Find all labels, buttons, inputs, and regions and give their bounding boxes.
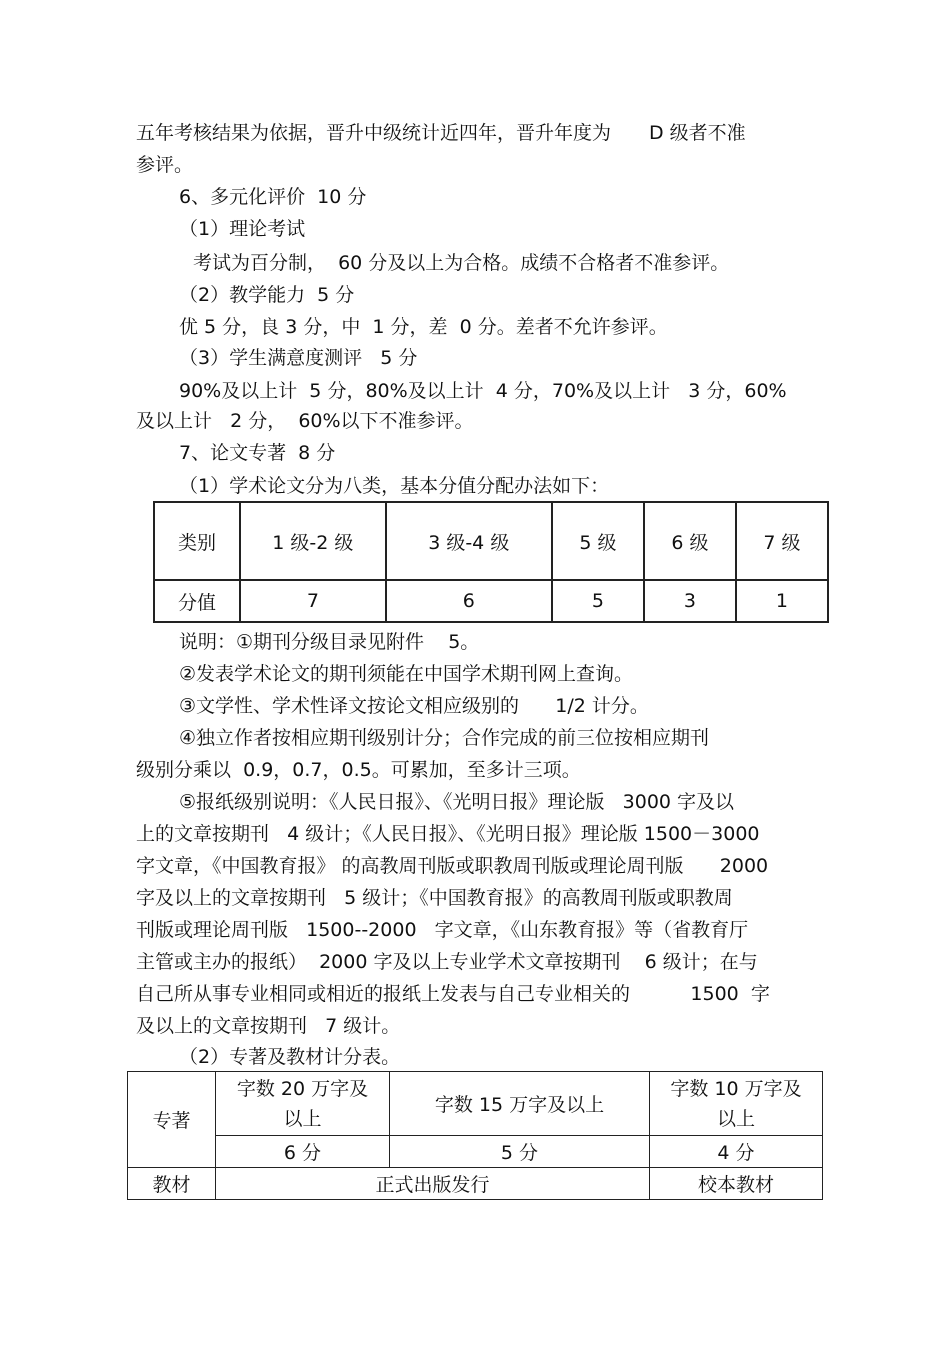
text-line: 参评。 <box>136 154 194 176</box>
table-cell: 7 <box>240 580 386 622</box>
cell-text: 字数 10 万字及 <box>670 1077 802 1100</box>
cell-text: 以上 <box>716 1107 755 1130</box>
table-header-cell: 1 级-2 级 <box>240 502 386 580</box>
table-header-cell: 7 级 <box>736 502 828 580</box>
note-line: ③文学性、学术性译文按论文相应级别的 1/2 计分。 <box>179 695 649 717</box>
note-line: 主管或主办的报纸） 2000 字及以上专业学术文章按期刊 6 级计；在与 <box>136 951 758 973</box>
note-line: ②发表学术论文的期刊须能在中国学术期刊网上查询。 <box>179 663 634 685</box>
note-line: 上的文章按期刊 4 级计；《人民日报》、《光明日报》理论版 1500－3000 <box>136 823 760 845</box>
table-cell: 5 <box>552 580 644 622</box>
note-line: 及以上的文章按期刊 7 级计。 <box>136 1015 401 1037</box>
table-header-cell: 5 级 <box>552 502 644 580</box>
table-cell: 6 <box>386 580 552 622</box>
subsection-heading: （1）理论考试 <box>179 218 306 240</box>
cell-text: 以上 <box>283 1107 322 1130</box>
text-line: 优 5 分，良 3 分，中 1 分，差 0 分。差者不允许参评。 <box>179 316 668 338</box>
note-line: 自己所从事专业相同或相近的报纸上发表与自己专业相关的 1500 字 <box>136 983 770 1005</box>
table-cell: 校本教材 <box>650 1168 823 1200</box>
table-row-label: 专著 <box>128 1072 216 1168</box>
table-header-cell: 3 级-4 级 <box>386 502 552 580</box>
subsection-heading: （1）学术论文分为八类，基本分值分配办法如下： <box>179 475 610 497</box>
text-line: 考试为百分制， 60 分及以上为合格。成绩不合格者不准参评。 <box>193 252 730 274</box>
cell-text: 字数 20 万字及 <box>236 1077 369 1100</box>
note-line: 字及以上的文章按期刊 5 级计；《中国教育报》的高教周刊版或职教周 <box>136 887 733 909</box>
note-line: 级别分乘以 0.9，0.7，0.5。可累加，至多计三项。 <box>136 759 581 781</box>
note-line: ④独立作者按相应期刊级别计分；合作完成的前三位按相应期刊 <box>179 727 710 749</box>
table-header-cell <box>650 1072 823 1136</box>
table-header-cell <box>216 1072 390 1136</box>
text-line: 90%及以上计 5 分，80%及以上计 4 分，70%及以上计 3 分，60% <box>179 380 787 402</box>
paper-score-table <box>153 501 829 623</box>
table-header-cell: 字数 15 万字及以上 <box>390 1072 650 1136</box>
table-cell: 3 <box>644 580 736 622</box>
text-line: 及以上计 2 分， 60%以下不准参评。 <box>136 410 474 432</box>
table-cell: 分值 <box>154 580 240 622</box>
text-line: 五年考核结果为依据，晋升中级统计近四年，晋升年度为 D 级者不准 <box>136 122 746 144</box>
subsection-heading: （2）专著及教材计分表。 <box>179 1046 401 1068</box>
book-score-table <box>127 1071 823 1200</box>
table-header-cell: 类别 <box>154 502 240 580</box>
subsection-heading: （3）学生满意度测评 5 分 <box>179 347 418 369</box>
table-cell: 5 分 <box>390 1136 650 1168</box>
note-line: 刊版或理论周刊版 1500--2000 字文章，《山东教育报》等（省教育厅 <box>136 919 749 941</box>
subsection-heading: （2）教学能力 5 分 <box>179 284 355 306</box>
table-cell: 1 <box>736 580 828 622</box>
note-line: ⑤报纸级别说明：《人民日报》、《光明日报》理论版 3000 字及以 <box>179 791 735 813</box>
table-cell: 6 分 <box>216 1136 390 1168</box>
table-row-label: 教材 <box>128 1168 216 1200</box>
table-cell: 正式出版发行 <box>216 1168 650 1200</box>
note-line: 说明：①期刊分级目录见附件 5。 <box>179 631 480 653</box>
section-heading: 6、多元化评价 10 分 <box>179 186 367 208</box>
table-header-cell: 6 级 <box>644 502 736 580</box>
section-heading: 7、论文专著 8 分 <box>179 442 336 464</box>
table-cell: 4 分 <box>650 1136 823 1168</box>
note-line: 字文章，《中国教育报》 的高教周刊版或职教周刊版或理论周刊版 2000 <box>136 855 769 877</box>
